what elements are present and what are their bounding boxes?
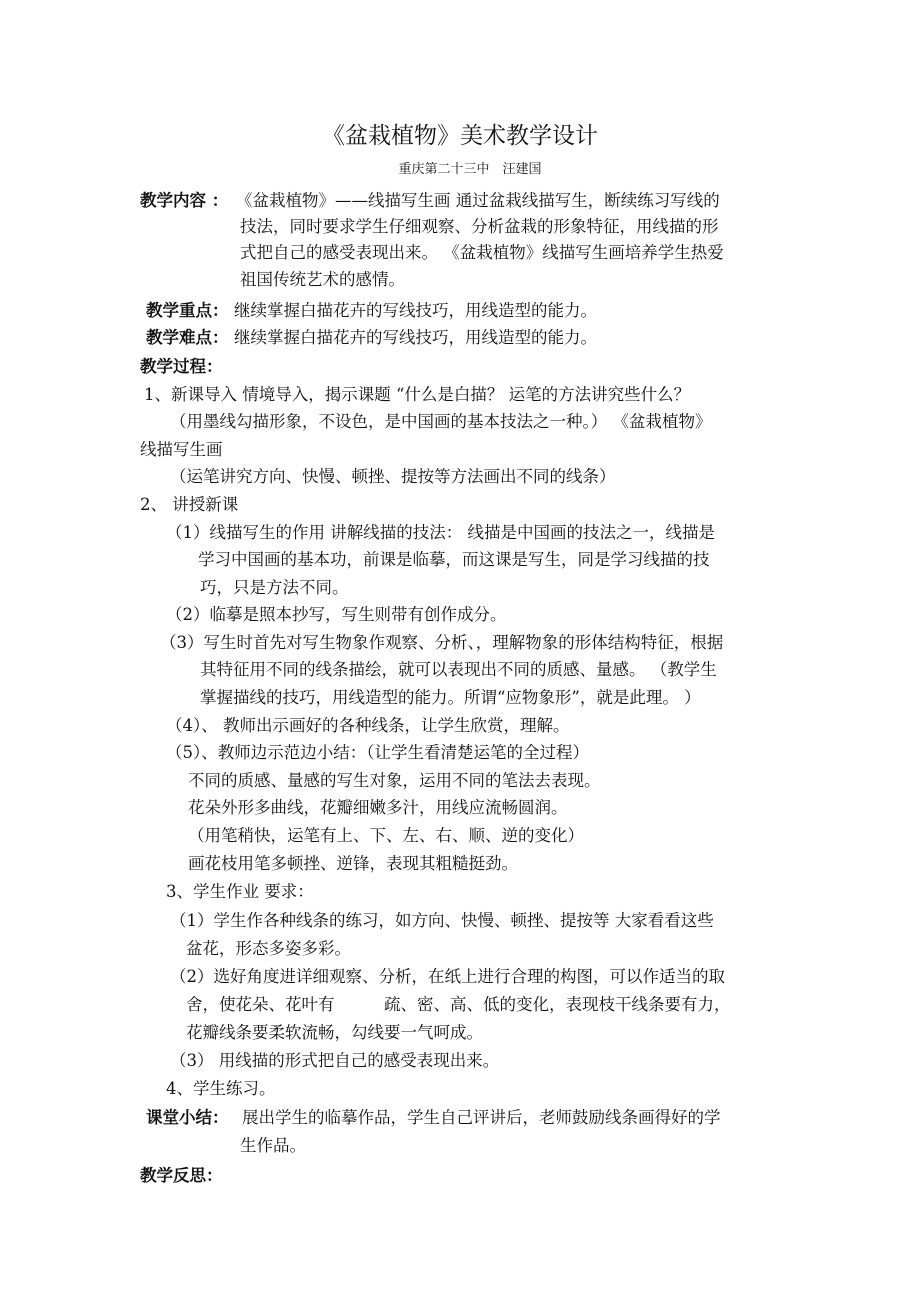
process-line: 舍，使花朵、花叶有 疏、密、高、低的变化，表现枝干线条要有力，	[186, 995, 731, 1014]
author-line: 重庆第二十三中 汪建国	[398, 162, 542, 177]
process-line: （1）线描写生的作用 讲解线描的技法： 线描是中国画的技法之一，线描是	[166, 523, 715, 542]
process-line: 画花枝用笔多顿挫、逆锋，表现其粗糙挺劲。	[188, 854, 518, 873]
process-line: （用墨线勾描形象，不设色，是中国画的基本技法之一种。） 《盆栽植物》	[170, 412, 712, 431]
process-line: 花瓣线条要柔软流畅，勾线要一气呵成。	[186, 1023, 483, 1042]
section-heading: 3、学生作业 要求：	[166, 882, 314, 901]
process-line: （1）学生作各种线条的练习，如方向、快慢、顿挫、提按等 大家看看这些	[170, 911, 714, 930]
process-label: 教学过程：	[140, 357, 223, 376]
key-point-text: 继续掌握白描花卉的写线技巧，用线造型的能力。	[234, 301, 597, 320]
process-line: 线描写生画	[140, 440, 223, 459]
process-line: 掌握描线的技巧，用线造型的能力。所谓“应物象形”，就是此理。 ）	[200, 688, 701, 707]
summary-line: 生作品。	[240, 1136, 306, 1155]
process-line: （3）写生时首先对写生物象作观察、分析、，理解物象的形体结构特征，根据	[160, 633, 724, 652]
summary-label: 课堂小结：	[146, 1108, 229, 1127]
process-line: （2）临摹是照本抄写，写生则带有创作成分。	[166, 605, 507, 624]
process-line: 1、新课导入 情境导入，揭示课题 “什么是白描？ 运笔的方法讲究些什么？	[144, 385, 691, 404]
content-label: 教学内容 ：	[140, 191, 229, 210]
process-line: （2）选好角度进详细观察、分析，在纸上进行合理的构图，可以作适当的取	[170, 967, 725, 986]
process-line: （用笔稍快，运笔有上、下、左、右、顺、逆的变化）	[188, 826, 584, 845]
document-title: 《盆栽植物》美术教学设计	[322, 123, 598, 149]
process-line: （4）、 教师出示画好的各种线条，让学生欣赏，理解。	[166, 716, 570, 735]
difficult-point-label: 教学难点：	[146, 328, 229, 347]
difficult-point-text: 继续掌握白描花卉的写线技巧，用线造型的能力。	[234, 328, 597, 347]
key-point-label: 教学重点：	[146, 301, 229, 320]
section-heading: 2、 讲授新课	[140, 495, 239, 514]
content-line: 技法，同时要求学生仔细观察、分析盆栽的形象特征，用线描的形	[240, 217, 719, 236]
process-line: 花朵外形多曲线，花瓣细嫩多汁，用线应流畅圆润。	[188, 798, 568, 817]
process-line: 其特征用不同的线条描绘，就可以表现出不同的质感、量感。 （教学生	[200, 660, 717, 679]
process-line: 盆花，形态多姿多彩。	[186, 939, 351, 958]
process-line: 巧，只是方法不同。	[200, 578, 349, 597]
content-line: 祖国传统艺术的感情。	[240, 270, 405, 289]
process-line: （3） 用线描的形式把自己的感受表现出来。	[170, 1051, 500, 1070]
content-line: 式把自己的感受表现出来。 《盆栽植物》线描写生画培养学生热爱	[240, 243, 724, 262]
process-line: 不同的质感、量感的写生对象，运用不同的笔法去表现。	[188, 771, 601, 790]
content-line: 《盆栽植物》——线描写生画 通过盆栽线描写生，断续练习写线的	[236, 191, 720, 210]
process-line: （运笔讲究方向、快慢、顿挫、提按等方法画出不同的线条）	[170, 467, 616, 486]
reflection-label: 教学反思：	[140, 1166, 223, 1185]
summary-line: 展出学生的临摹作品，学生自己评讲后，老师鼓励线条画得好的学	[242, 1108, 721, 1127]
section-heading: 4、学生练习。	[166, 1079, 276, 1098]
process-line: （5）、教师边示范边小结：（让学生看清楚运笔的全过程）	[166, 743, 589, 762]
process-line: 学习中国画的基本功，前课是临摹，而这课是写生，同是学习线描的技	[198, 550, 710, 569]
